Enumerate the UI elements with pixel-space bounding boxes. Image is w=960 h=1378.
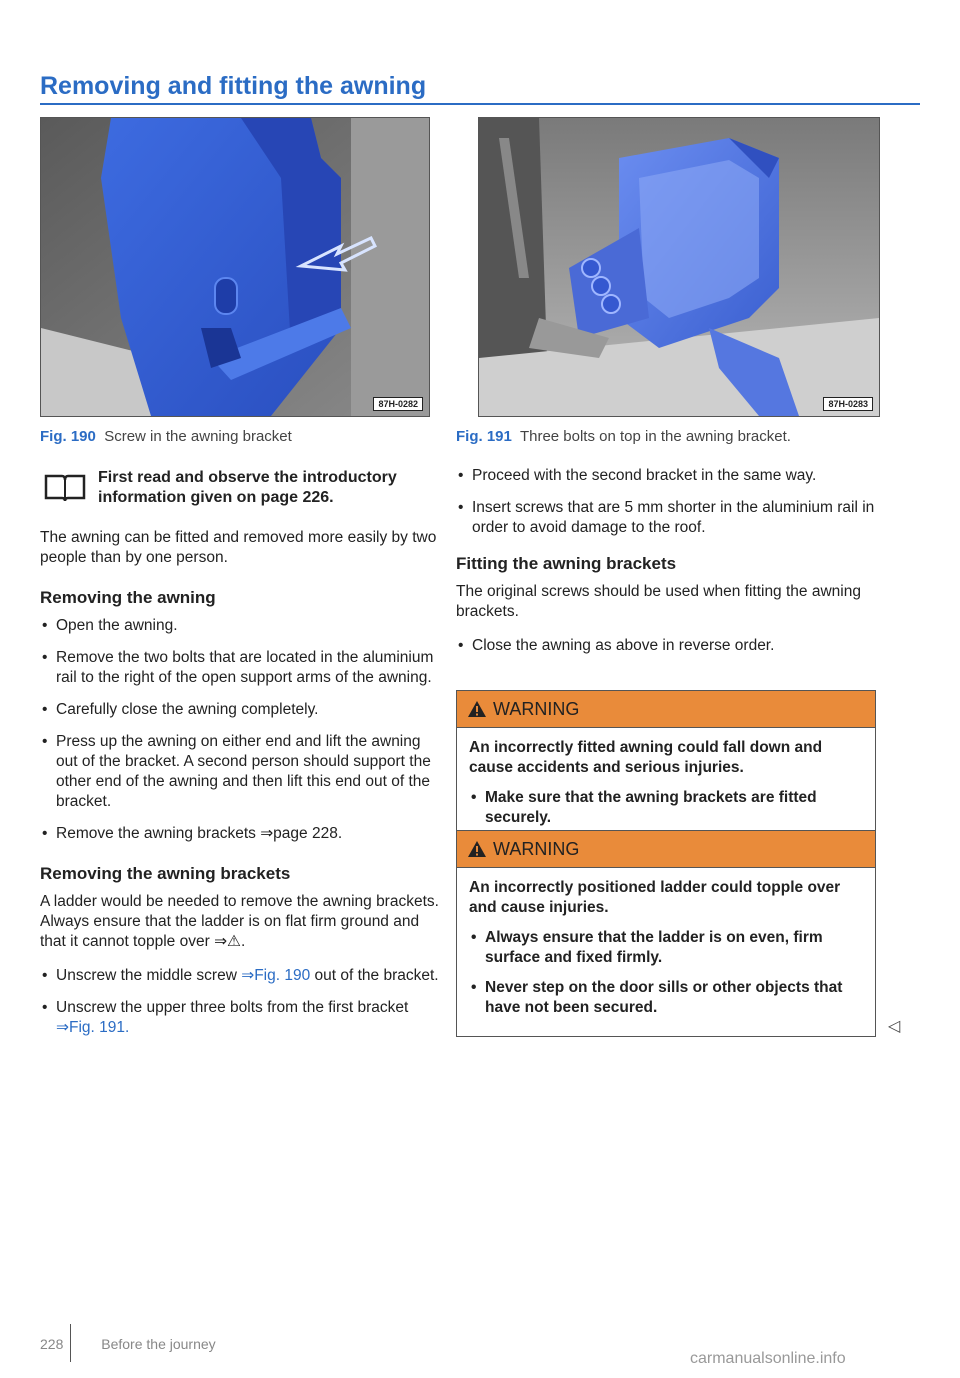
paragraph: A ladder would be needed to remove the awning brackets. Always ensure that the ladder is on flat firm ground and that it cannot topple over ⇒⚠. <box>40 893 439 950</box>
list-item: • Proceed with the second bracket in the same way. <box>456 466 876 486</box>
figure-link[interactable]: ⇒Fig. 191. <box>56 1019 130 1036</box>
warning-item: • Never step on the door sills or other objects that have not been secured. <box>469 978 863 1018</box>
warning-link[interactable]: ⇒⚠. <box>214 933 246 950</box>
list-item: • Close the awning as above in reverse order. <box>456 636 876 656</box>
figure-code: 87H-0282 <box>373 397 423 411</box>
list-item: • Remove the awning brackets ⇒page 228. <box>40 824 440 844</box>
warning-triangle-icon <box>467 840 487 858</box>
warning-text: An incorrectly positioned ladder could topple over and cause injuries. <box>469 879 841 916</box>
warning-text: An incorrectly fitted awning could fall down and cause accidents and serious injuries. <box>469 739 823 776</box>
list-item: • Unscrew the upper three bolts from the first bracket ⇒Fig. 191. <box>40 998 440 1038</box>
book-icon <box>42 472 88 502</box>
figure-link[interactable]: ⇒Fig. 190 <box>241 967 311 984</box>
warning-item: • Always ensure that the ladder is on even, firm surface and fixed firmly. <box>469 928 863 968</box>
warning-box <box>456 690 876 847</box>
page-number: 228 <box>40 1336 64 1352</box>
paragraph: The original screws should be used when fitting the awning brackets. <box>456 583 861 620</box>
figure-code: 87H-0283 <box>823 397 873 411</box>
section-heading: Removing the awning <box>40 588 216 607</box>
title-divider <box>40 103 920 105</box>
section-heading: Removing the awning brackets <box>40 864 291 883</box>
page-link[interactable]: ⇒page 228. <box>260 825 343 842</box>
list-item: • Unscrew the middle screw ⇒Fig. 190 out of the bracket. <box>40 966 440 986</box>
section-heading: Fitting the awning brackets <box>456 554 677 573</box>
right-column <box>456 466 876 668</box>
warning-header: WARNING <box>457 691 875 728</box>
list-item: • Remove the two bolts that are located in the aluminium rail to the right of the open support arms of the awning. <box>40 648 440 688</box>
intro-note: First read and observe the introductory information given on page 226. <box>40 468 440 510</box>
list-item: • Insert screws that are 5 mm shorter in the aluminium rail in order to avoid damage to the roof. <box>456 498 876 538</box>
figure-191-caption: Fig. 191 Three bolts on top in the awning bracket. <box>456 428 791 445</box>
left-column <box>40 468 440 1050</box>
warning-triangle-icon <box>467 700 487 718</box>
end-of-section-mark: ◁ <box>888 1018 901 1035</box>
page-footer <box>40 1336 216 1352</box>
figure-191-image <box>478 117 880 417</box>
warning-box <box>456 830 876 1037</box>
watermark: carmanualsonline.info <box>690 1350 846 1367</box>
page-title: Removing and fitting the awning <box>40 72 427 100</box>
section-name: Before the journey <box>101 1336 216 1352</box>
list-item: • Press up the awning on either end and lift the awning out of the bracket. A second person should support the other end of the awning and then lift this end out of the bracket. <box>40 732 440 812</box>
paragraph: The awning can be fitted and removed more easily by two people than by one person. <box>40 529 437 566</box>
warning-item: • Make sure that the awning brackets are fitted securely. <box>469 788 863 828</box>
figure-190-image <box>40 117 430 417</box>
warning-header: WARNING <box>457 831 875 868</box>
list-item: • Carefully close the awning completely. <box>40 700 440 720</box>
figure-190-caption: Fig. 190 Screw in the awning bracket <box>40 428 292 445</box>
list-item: • Open the awning. <box>40 616 440 636</box>
